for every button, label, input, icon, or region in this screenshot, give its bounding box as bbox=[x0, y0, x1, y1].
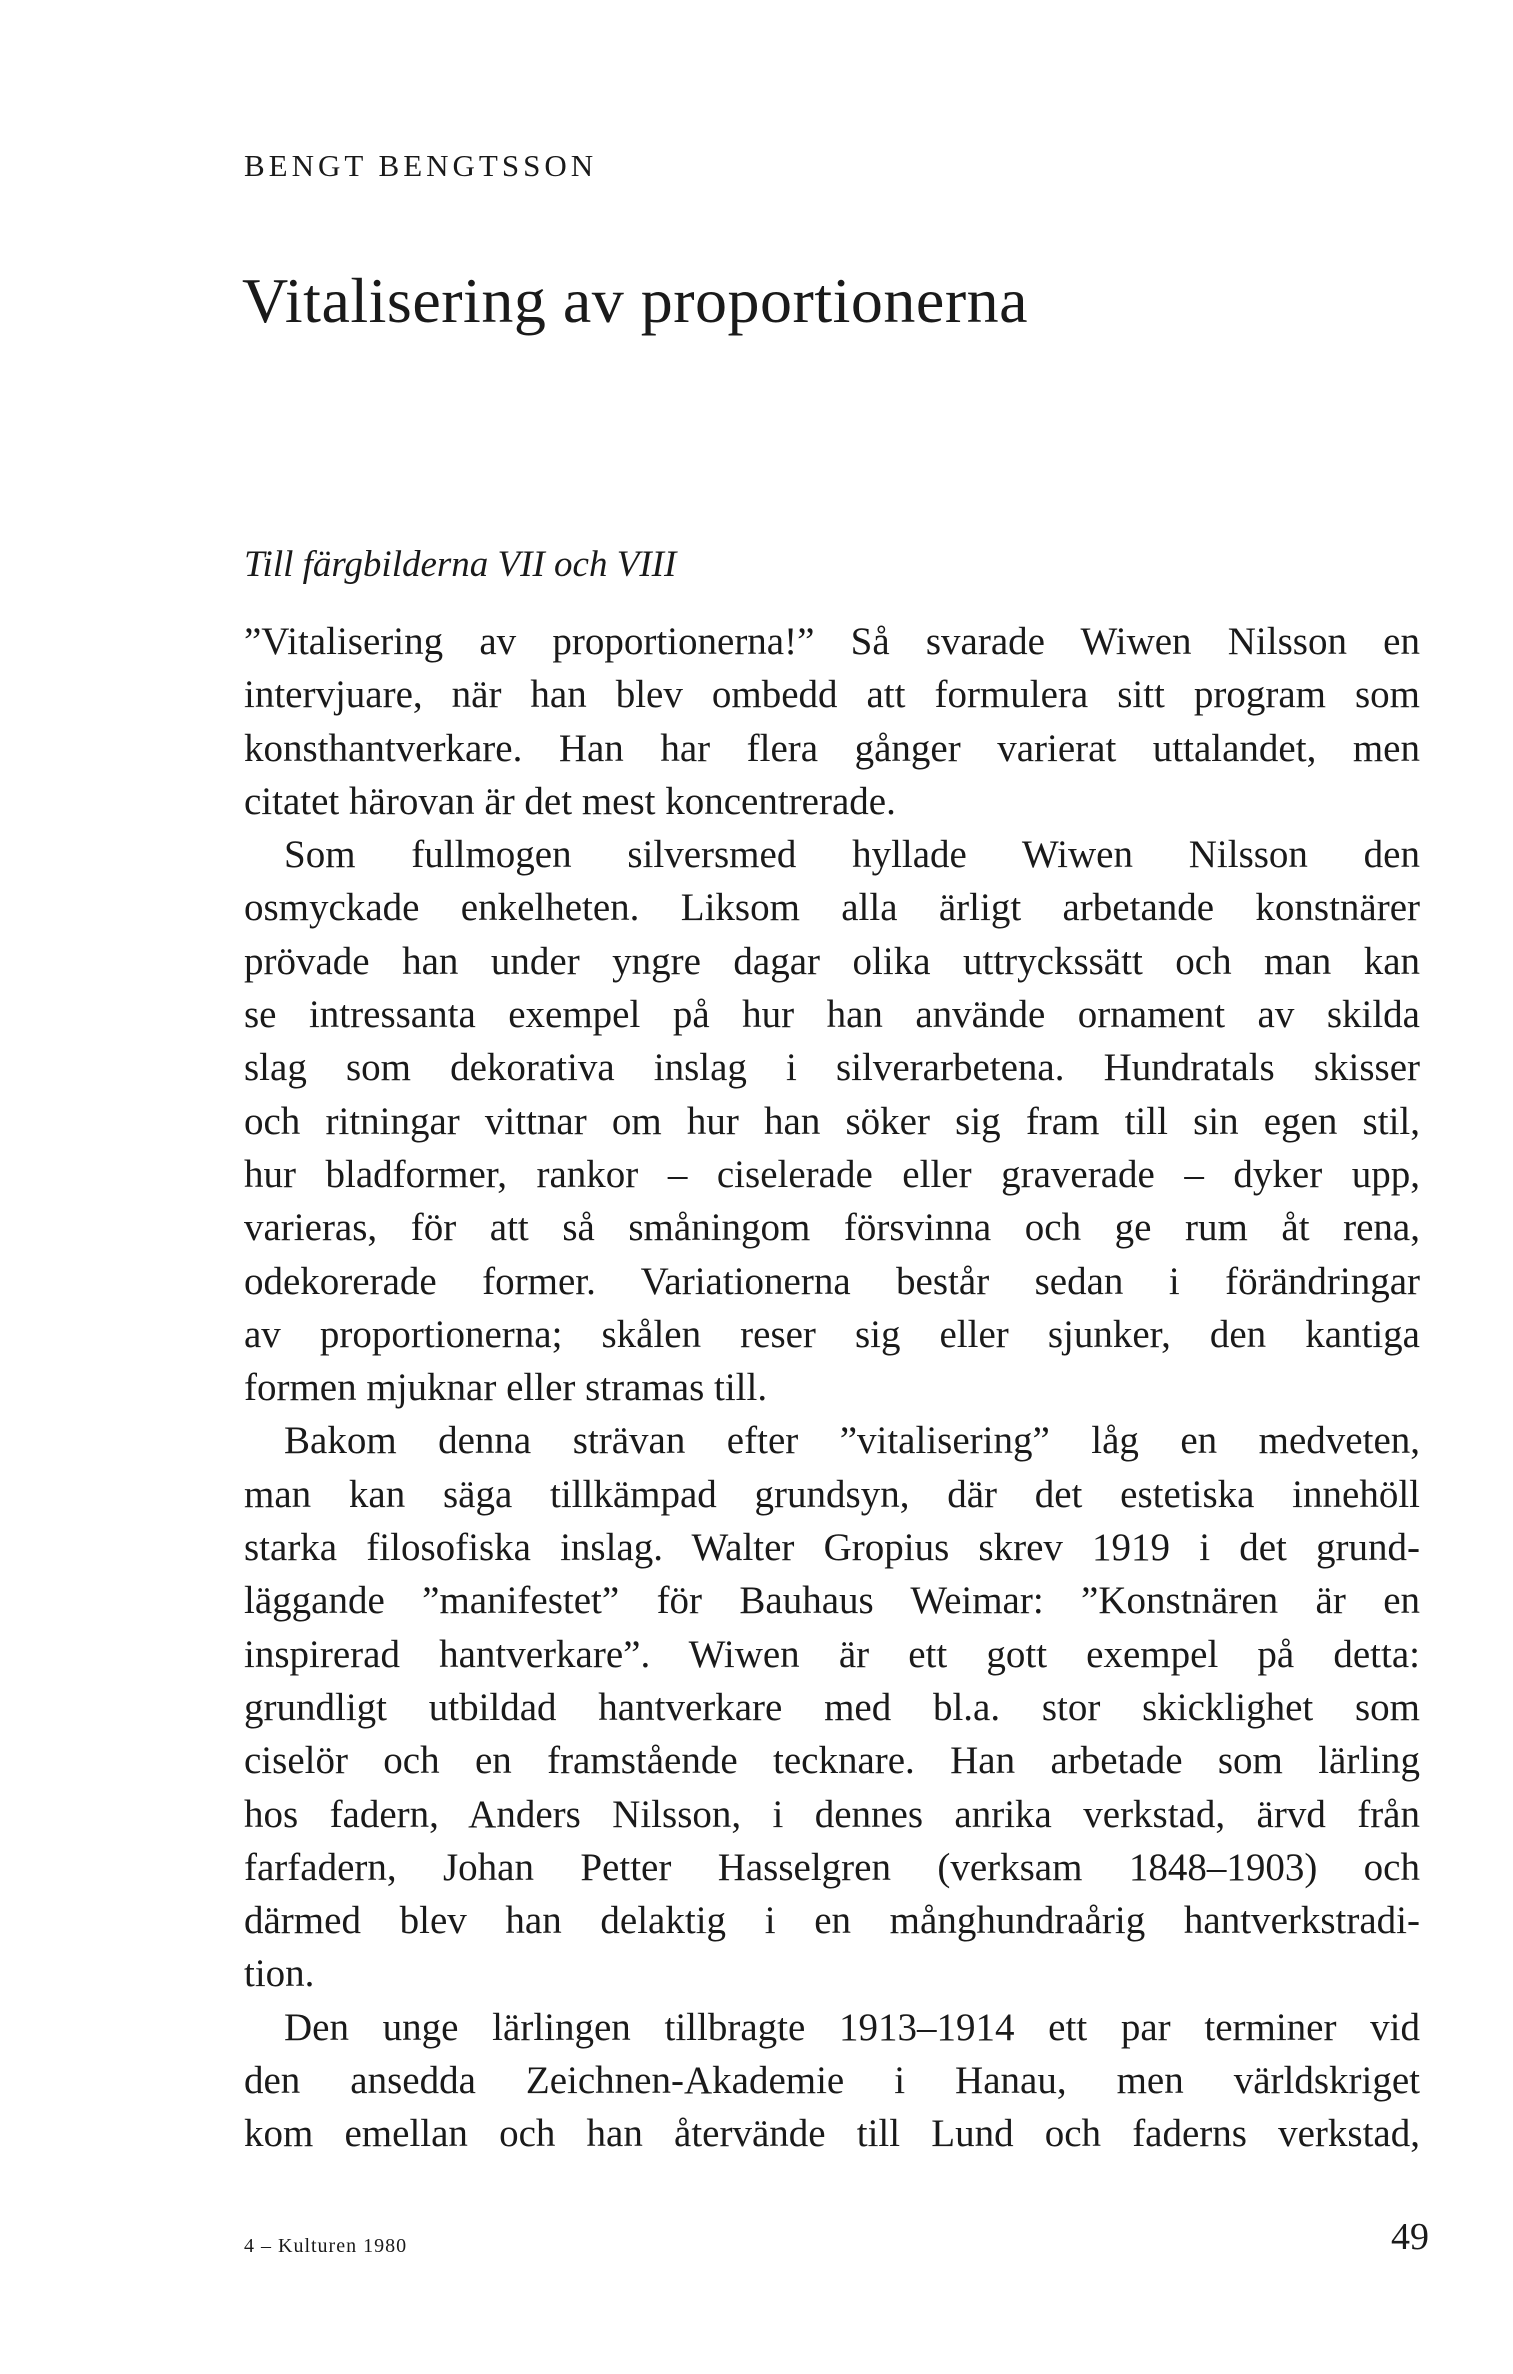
text-line: starka filosofiska inslag. Walter Gropius skrev 1919 i det grund- bbox=[244, 1526, 1420, 1570]
text-line: därmed blev han delaktig i en månghundraårig hantverkstradi- bbox=[244, 1899, 1420, 1943]
text-line: farfadern, Johan Petter Hasselgren (verksam 1848–1903) och bbox=[244, 1845, 1420, 1889]
article-body bbox=[244, 615, 1420, 2161]
text-line: och ritningar vittnar om hur han söker sig fram till sin egen stil, bbox=[244, 1099, 1420, 1143]
text-line: hur bladformer, rankor – ciselerade eller graverade – dyker upp, bbox=[244, 1152, 1420, 1196]
text-line: intervjuare, när han blev ombedd att formulera sitt program som bbox=[244, 673, 1420, 717]
text-line: prövade han under yngre dagar olika uttryckssätt och man kan bbox=[244, 939, 1420, 983]
text-line: Bakom denna strävan efter ”vitalisering” låg en medveten, bbox=[284, 1419, 1420, 1463]
text-line: se intressanta exempel på hur han använde ornament av skilda bbox=[244, 993, 1420, 1037]
text-line: Som fullmogen silversmed hyllade Wiwen Nilsson den bbox=[284, 833, 1420, 877]
text-line: varieras, för att så småningom försvinna och ge rum åt rena, bbox=[244, 1206, 1420, 1250]
text-line: konsthantverkare. Han har flera gånger varierat uttalandet, men bbox=[244, 726, 1420, 770]
footer-source: 4 – Kulturen 1980 bbox=[244, 2235, 408, 2257]
text-line: grundligt utbildad hantverkare med bl.a. stor skicklighet som bbox=[244, 1685, 1420, 1729]
text-line: inspirerad hantverkare”. Wiwen är ett gott exempel på detta: bbox=[244, 1632, 1420, 1676]
text-line: av proportionerna; skålen reser sig eller sjunker, den kantiga bbox=[244, 1312, 1420, 1356]
text-line: den ansedda Zeichnen-Akademie i Hanau, men världskriget bbox=[244, 2059, 1420, 2103]
text-line: citatet härovan är det mest koncentrerade. bbox=[244, 779, 896, 823]
text-line: odekorerade former. Variationerna består sedan i förändringar bbox=[244, 1259, 1420, 1303]
text-line: hos fadern, Anders Nilsson, i dennes anrika verkstad, ärvd från bbox=[244, 1792, 1420, 1836]
text-line: tion. bbox=[244, 1952, 315, 1996]
text-line: ciselör och en framstående tecknare. Han arbetade som lärling bbox=[244, 1739, 1420, 1783]
article-subtitle: Till färgbilderna VII och VIII bbox=[244, 544, 677, 585]
text-line: slag som dekorativa inslag i silverarbetena. Hundratals skisser bbox=[244, 1046, 1420, 1090]
text-line: läggande ”manifestet” för Bauhaus Weimar: ”Konstnären är en bbox=[244, 1579, 1420, 1623]
text-line: kom emellan och han återvände till Lund och faderns verkstad, bbox=[244, 2112, 1420, 2156]
text-line: formen mjuknar eller stramas till. bbox=[244, 1366, 768, 1410]
text-line: Den unge lärlingen tillbragte 1913–1914 ett par terminer vid bbox=[284, 2005, 1420, 2049]
text-line: osmyckade enkelheten. Liksom alla ärligt arbetande konstnärer bbox=[244, 886, 1420, 930]
text-line: ”Vitalisering av proportionerna!” Så svarade Wiwen Nilsson en bbox=[244, 620, 1420, 663]
author-name: BENGT BENGTSSON bbox=[244, 148, 598, 183]
article-title: Vitalisering av proportionerna bbox=[242, 265, 1029, 336]
page-number: 49 bbox=[1391, 2216, 1429, 2258]
text-line: man kan säga tillkämpad grundsyn, där det estetiska innehöll bbox=[244, 1472, 1420, 1516]
